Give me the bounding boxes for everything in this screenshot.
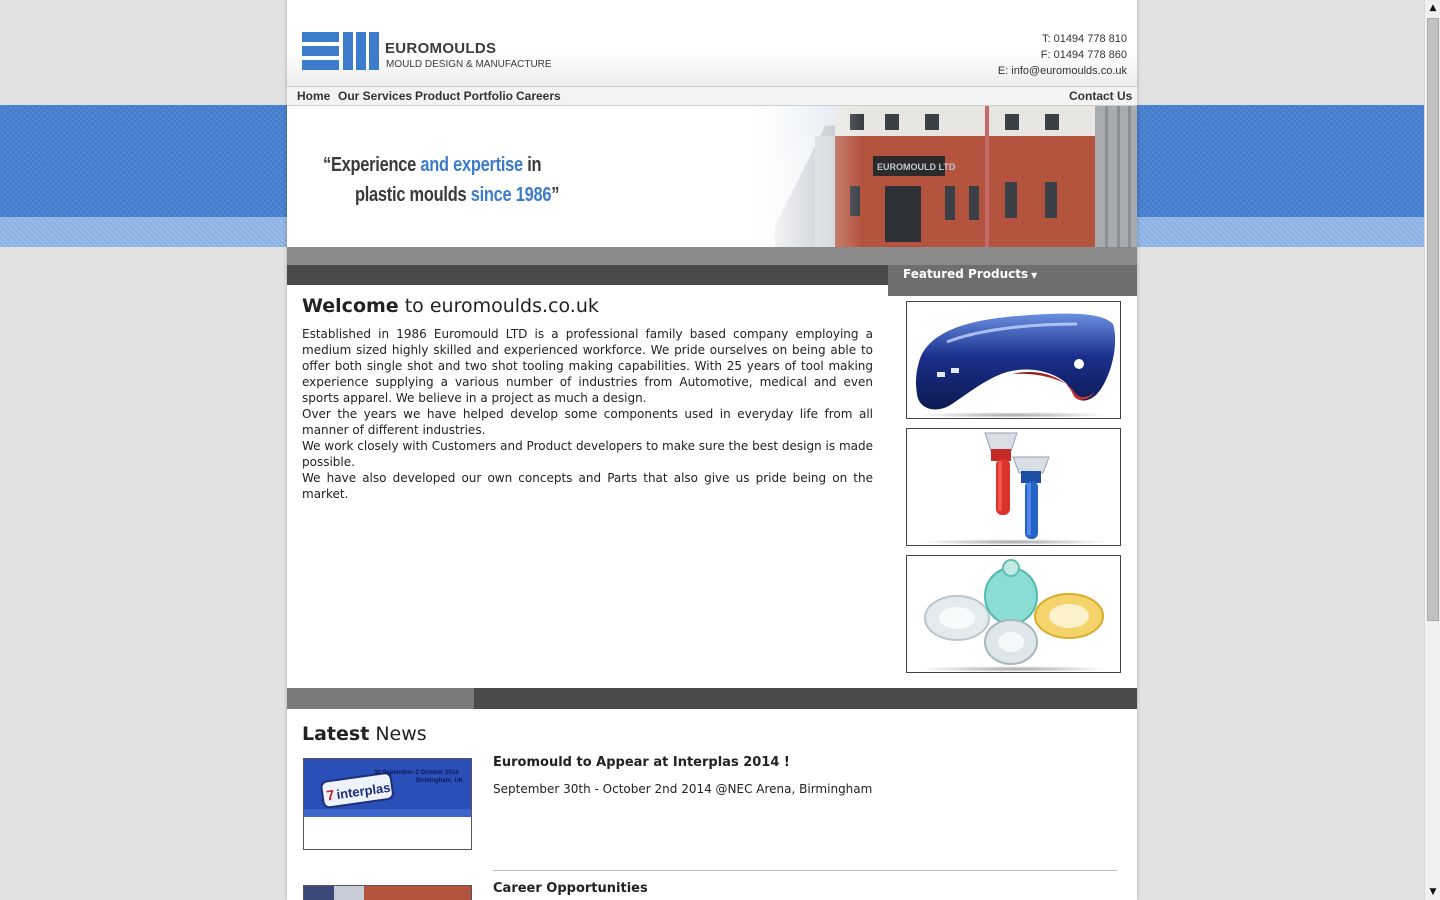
section-stripe-light [287, 247, 1137, 265]
nav-home[interactable]: Home [297, 89, 331, 103]
featured-products-label: Featured Products [903, 267, 1029, 281]
welcome-paragraph: We work closely with Customers and Product developers to make sure the best design is made possible. [302, 439, 873, 469]
logo-tagline: MOULD DESIGN & MANUFACTURE [386, 59, 552, 70]
svg-text:7: 7 [325, 786, 336, 804]
news-item-title[interactable]: Euromould to Appear at Interplas 2014 ! [493, 755, 790, 770]
product-image-masks [907, 556, 1121, 673]
contact-details [998, 31, 1127, 79]
welcome-heading: Welcome to euromoulds.co.uk [302, 295, 599, 317]
interplas-image [304, 759, 472, 850]
news-stripe-light [287, 688, 474, 709]
scroll-up-icon[interactable]: ▲ [1425, 0, 1440, 16]
page-container [287, 0, 1137, 900]
banner-slogan: “Experience and expertise in plastic moulds since 1986” [323, 154, 560, 206]
welcome-paragraph: Over the years we have helped develop some components used in everyday life from all manner of different industries. [302, 407, 873, 437]
logo-name: EUROMOULDS [385, 40, 497, 57]
featured-products-list [906, 301, 1121, 682]
caret-down-icon: ▼ [1031, 271, 1038, 280]
product-image-visor [907, 302, 1121, 419]
news-item-title[interactable]: Career Opportunities [493, 881, 648, 896]
header [287, 0, 1137, 86]
careers-image [304, 886, 472, 900]
product-card-masks[interactable] [906, 555, 1121, 673]
news-stripe-dark [474, 688, 1137, 709]
fax-number: F: 01494 778 860 [1040, 49, 1127, 61]
main-nav [287, 86, 1137, 106]
featured-products-tab[interactable] [888, 265, 1137, 296]
product-card-scrapers[interactable] [906, 428, 1121, 546]
svg-text:interplas: interplas [335, 779, 392, 803]
scroll-thumb[interactable] [1427, 18, 1439, 621]
news-thumb-careers[interactable] [303, 885, 472, 900]
section-stripe-dark [287, 265, 888, 285]
product-card-visor[interactable] [906, 301, 1121, 419]
nav-product-portfolio[interactable]: Product Portfolio [415, 89, 513, 103]
hero-banner [287, 106, 1137, 247]
welcome-text [302, 326, 873, 502]
scroll-down-icon[interactable]: ▼ [1425, 884, 1440, 900]
email-address[interactable]: E: info@euromoulds.co.uk [997, 65, 1127, 77]
building-photo [755, 106, 1137, 247]
svg-text:30 September-2 October 2014: 30 September-2 October 2014 [374, 770, 459, 776]
welcome-paragraph: Established in 1986 Euromould LTD is a professional family based company employing a medium sized highly skilled and experienced workforce. We pride ourselves on being able to offer both single shot and two shot tooling making capabilities. With 25 years of tool making experience supplying a various number of industries from Automotive, medical and even sports apparel. We believe in a project as much a design. [302, 327, 873, 405]
news-thumb-interplas[interactable] [303, 758, 472, 850]
news-heading: Latest News [302, 723, 427, 745]
product-image-scrapers [907, 429, 1121, 546]
logo-mark-icon [302, 32, 382, 70]
nav-our-services[interactable]: Our Services [338, 89, 413, 103]
nav-careers[interactable]: Careers [516, 89, 561, 103]
svg-text:Birmingham, UK: Birmingham, UK [416, 778, 464, 784]
news-item-text: September 30th - October 2nd 2014 @NEC Arena, Birmingham [493, 782, 873, 796]
news-divider [493, 870, 1117, 871]
welcome-paragraph: We have also developed our own concepts and Parts that also give us pride being on the market. [302, 471, 873, 501]
logo[interactable] [302, 32, 572, 72]
phone-number: T: 01494 778 810 [1041, 33, 1127, 45]
nav-contact-us[interactable]: Contact Us [1069, 89, 1133, 103]
page-scrollbar[interactable] [1424, 0, 1440, 900]
